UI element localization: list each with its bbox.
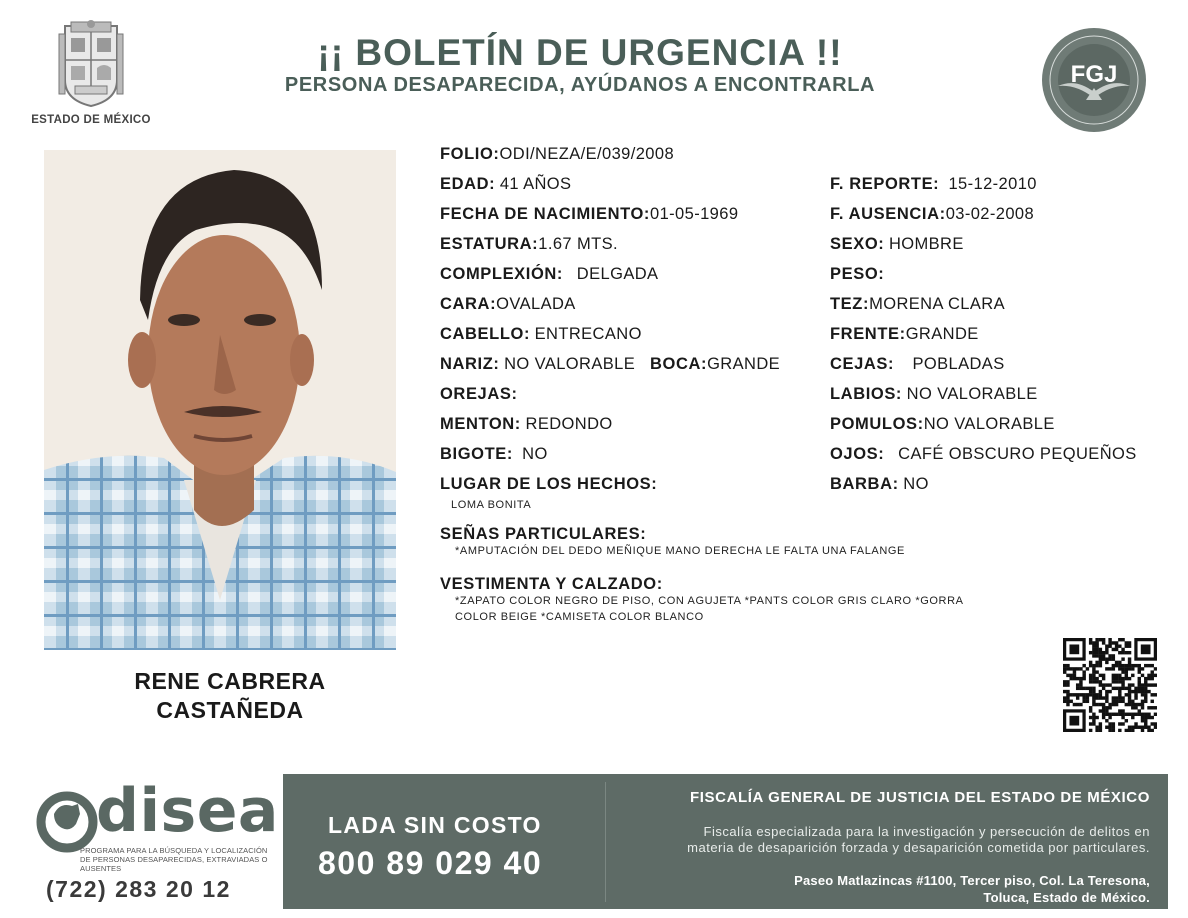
vestimenta-label-row <box>440 574 663 594</box>
field-label: CEJAS: <box>830 355 895 373</box>
fiscalia-name: FISCALÍA GENERAL DE JUSTICIA DEL ESTADO DE MÉXICO <box>690 789 1150 806</box>
field-estatura <box>440 234 618 254</box>
odisea-desc-line: DE PERSONAS DESAPARECIDAS, EXTRAVIADAS O <box>80 855 268 864</box>
fgj-seal-logo <box>1040 26 1148 134</box>
field-label: POMULOS: <box>830 415 924 433</box>
qr-code-icon <box>1063 638 1157 732</box>
field-tez <box>830 294 1005 314</box>
portrait-image <box>44 150 396 650</box>
field-label: SEXO: <box>830 235 885 253</box>
field-value: CAFÉ OBSCURO PEQUEÑOS <box>898 445 1137 463</box>
field-lugar-value: LOMA BONITA <box>451 499 532 511</box>
field-value: 03-02-2008 <box>945 205 1035 223</box>
field-lugar-label <box>440 474 657 494</box>
field-value: MORENA CLARA <box>869 295 1005 313</box>
vestimenta-line1: *ZAPATO COLOR NEGRO DE PISO, CON AGUJETA *PANTS COLOR GRIS CLARO *GORRA <box>455 595 964 607</box>
bulletin-title: ¡¡ BOLETÍN DE URGENCIA !! <box>317 32 843 73</box>
field-value: OVALADA <box>496 295 576 313</box>
senas-text: *AMPUTACIÓN DEL DEDO MEÑIQUE MANO DERECHA LE FALTA UNA FALANGE <box>455 545 905 557</box>
field-value: 1.67 MTS. <box>538 235 618 253</box>
fiscalia-desc-line: Fiscalía especializada para la investigación y persecución de delitos en <box>703 824 1150 839</box>
qr-code[interactable] <box>1063 638 1157 732</box>
field-edad <box>440 174 571 194</box>
field-label: BOCA: <box>650 355 708 373</box>
field-sexo <box>830 234 964 254</box>
fgj-seal-icon <box>1040 26 1148 134</box>
odisea-word: disea <box>96 776 279 846</box>
field-boca <box>650 354 780 374</box>
odisea-desc-line: AUSENTES <box>80 864 122 873</box>
estado-de-mexico-logo <box>28 20 154 126</box>
bulletin-subtitle: PERSONA DESAPARECIDA, AYÚDANOS A ENCONTRARLA <box>284 74 876 96</box>
field-value: NO VALORABLE <box>504 355 636 373</box>
field-labios <box>830 384 1038 404</box>
fiscalia-description <box>590 824 1150 856</box>
lada-label: LADA SIN COSTO <box>328 812 542 838</box>
field-value: NO <box>903 475 929 493</box>
field-value: DELGADA <box>576 265 659 283</box>
field-f-reporte <box>830 174 1037 194</box>
vestimenta-line2: COLOR BEIGE *CAMISETA COLOR BLANCO <box>455 611 704 623</box>
field-label: MENTON: <box>440 415 521 433</box>
vestimenta-label: VESTIMENTA Y CALZADO: <box>440 575 663 593</box>
senas-label-row <box>440 524 646 544</box>
field-value: GRANDE <box>905 325 979 343</box>
missing-person-photo <box>44 150 396 650</box>
field-value: HOMBRE <box>888 235 964 253</box>
fiscalia-address <box>590 872 1150 906</box>
field-value: NO <box>522 445 548 463</box>
senas-label: SEÑAS PARTICULARES: <box>440 525 647 543</box>
field-orejas <box>440 384 518 404</box>
field-peso <box>830 264 884 284</box>
field-label: FOLIO: <box>440 145 500 163</box>
coat-of-arms-icon <box>51 20 131 110</box>
state-name: ESTADO DE MÉXICO <box>31 114 151 126</box>
field-bigote <box>440 444 548 464</box>
field-label: FRENTE: <box>830 325 906 343</box>
odisea-logo <box>36 776 279 878</box>
field-cara <box>440 294 576 314</box>
field-value: POBLADAS <box>912 355 1005 373</box>
field-menton <box>440 414 613 434</box>
field-label: LABIOS: <box>830 385 903 403</box>
field-label: OREJAS: <box>440 385 518 403</box>
field-label: PESO: <box>830 265 885 283</box>
field-f-ausencia <box>830 204 1034 224</box>
person-name <box>60 667 400 725</box>
field-value: 41 AÑOS <box>499 175 572 193</box>
field-cabello <box>440 324 642 344</box>
field-frente <box>830 324 979 344</box>
field-label: OJOS: <box>830 445 885 463</box>
field-label: NARIZ: <box>440 355 500 373</box>
field-label: BIGOTE: <box>440 445 513 463</box>
field-label: FECHA DE NACIMIENTO: <box>440 205 650 223</box>
field-label: F. AUSENCIA: <box>830 205 946 223</box>
field-value: NO VALORABLE <box>906 385 1038 403</box>
field-label: ESTATURA: <box>440 235 539 253</box>
field-label: BARBA: <box>830 475 899 493</box>
field-label: CARA: <box>440 295 497 313</box>
field-cejas <box>830 354 1005 374</box>
fgj-abbr: FGJ <box>1070 61 1118 88</box>
odisea-phone: (722) 283 20 12 <box>46 876 231 902</box>
field-value: 15-12-2010 <box>948 175 1037 193</box>
fiscalia-desc-line: materia de desaparición forzada y desaparición cometida por particulares. <box>687 840 1150 855</box>
field-label: CABELLO: <box>440 325 531 343</box>
lada-number: 800 89 029 40 <box>318 845 543 881</box>
field-nariz <box>440 354 635 374</box>
field-folio <box>440 144 674 164</box>
field-ojos <box>830 444 1137 464</box>
field-fecha-nacimiento <box>440 204 738 224</box>
field-value: ENTRECANO <box>534 325 642 343</box>
field-barba <box>830 474 929 494</box>
field-value: ODI/NEZA/E/039/2008 <box>499 145 675 163</box>
field-label: LUGAR DE LOS HECHOS: <box>440 475 658 493</box>
field-pomulos <box>830 414 1055 434</box>
field-label: TEZ: <box>830 295 870 313</box>
field-value: NO VALORABLE <box>923 415 1055 433</box>
person-name-line2: CASTAÑEDA <box>156 697 304 723</box>
odisea-description <box>80 846 310 873</box>
field-complexion <box>440 264 658 284</box>
field-label: EDAD: <box>440 175 496 193</box>
odisea-desc-line: PROGRAMA PARA LA BÚSQUEDA Y LOCALIZACIÓN <box>80 846 268 855</box>
field-label: COMPLEXIÓN: <box>440 265 564 283</box>
field-value: REDONDO <box>525 415 613 433</box>
person-name-line1: RENE CABRERA <box>134 668 326 694</box>
address-line: Paseo Matlazincas #1100, Tercer piso, Col. La Teresona, <box>794 873 1150 888</box>
field-value: GRANDE <box>707 355 781 373</box>
field-label: F. REPORTE: <box>830 175 940 193</box>
address-line: Toluca, Estado de México. <box>983 890 1150 905</box>
field-value: 01-05-1969 <box>650 205 739 223</box>
